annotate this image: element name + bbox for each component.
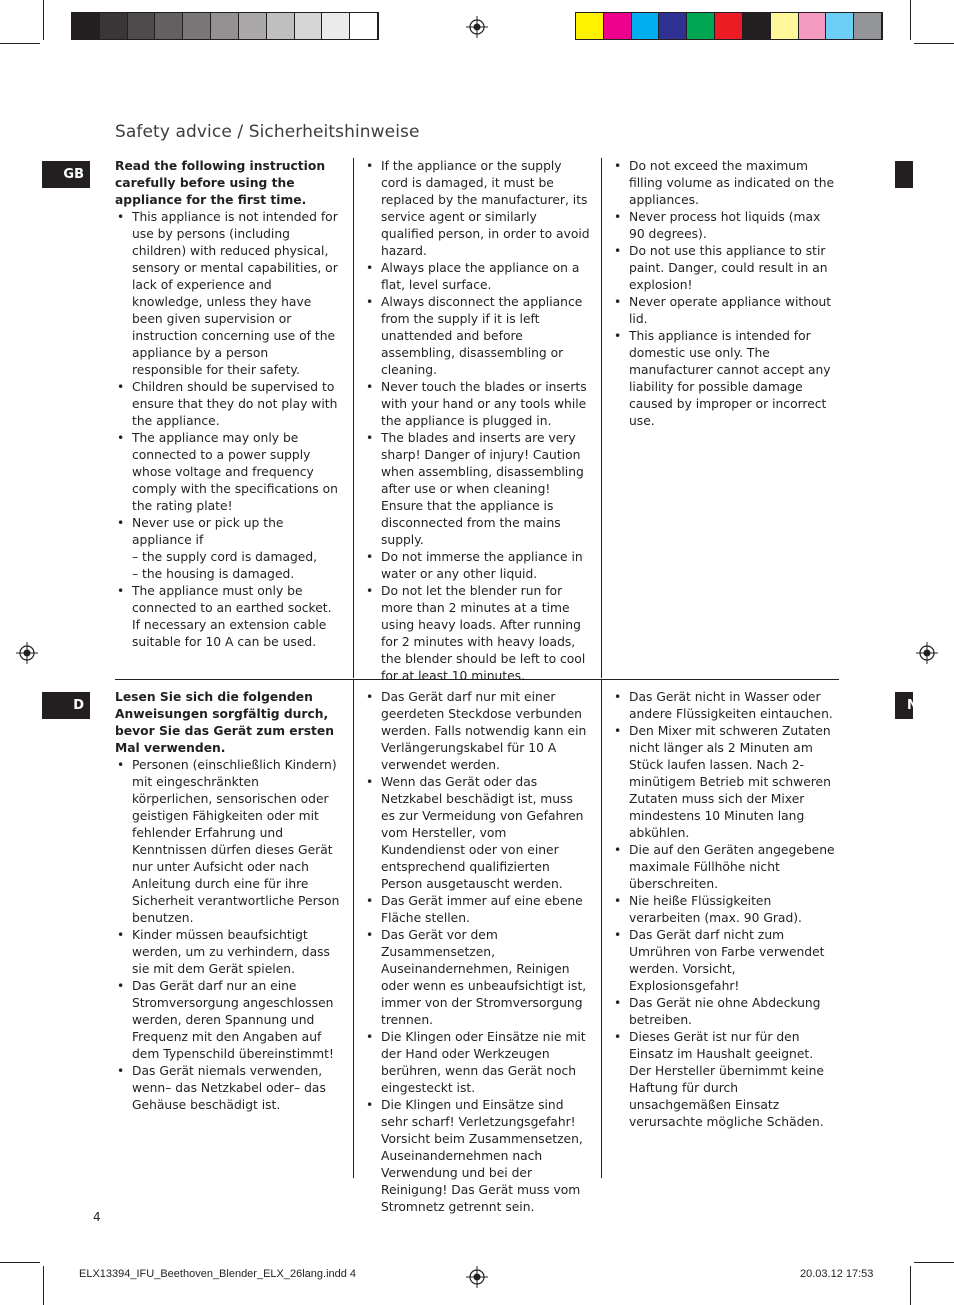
crop-mark: [0, 43, 40, 44]
safety-item: • Die Klingen und Einsätze sind sehr scharf! Verletzungsgefahr! Vorsicht beim Zusammensetzen, Auseinandernehmen nach Verwendung und bei der Reinigung! Das Gerät muss vom Stromnetz getrennt sein.: [364, 1097, 590, 1216]
grey-swatch: [267, 13, 295, 39]
gb-intro: Read the following instruction carefully before using the appliance for the first time.: [115, 159, 326, 207]
safety-item: • Wenn das Gerät oder das Netzkabel beschädigt ist, muss es zur Vermeidung von Gefahren vom Hersteller, vom Kundendienst oder von einer entsprechend qualifizierten Person ausgetauscht werden.: [364, 774, 590, 893]
safety-item: • Den Mixer mit schweren Zutaten nicht länger als 2 Minuten am Stück laufen lassen. Nach 2-minütigem Betrieb mit schweren Zutaten muss sich der Mixer mindestens 10 Minuten lang abkühlen.: [612, 723, 838, 842]
safety-item: • Das Gerät vor dem Zusammensetzen, Auseinandernehmen, Reinigen oder wenn es unbeaufsichtigt ist, immer von der Stromversorgung trennen.: [364, 927, 590, 1029]
crop-mark: [914, 1262, 954, 1263]
gb-list-2: [364, 158, 590, 685]
grey-swatch: [295, 13, 323, 39]
safety-item: • Never process hot liquids (max 90 degrees).: [612, 209, 838, 243]
safety-item: • Always disconnect the appliance from the supply if it is left unattended and before assembling, disassembling or cleaning.: [364, 294, 590, 379]
crop-mark: [43, 1266, 44, 1305]
grey-swatch: [155, 13, 183, 39]
d-list-1: [115, 757, 341, 1114]
registration-mark-icon: [466, 1266, 488, 1288]
grey-swatch: [350, 13, 378, 39]
color-swatch: [632, 13, 660, 39]
crop-mark: [910, 0, 911, 40]
grey-swatch: [211, 13, 239, 39]
grey-swatch: [72, 13, 100, 39]
safety-item: • Never use or pick up the appliance if – the supply cord is damaged, – the housing is damaged.: [115, 515, 341, 583]
safety-item: • Do not use this appliance to stir paint. Danger, could result in an explosion!: [612, 243, 838, 294]
crop-mark: [0, 1262, 40, 1263]
gb-list-1: [115, 209, 341, 651]
safety-item: • Das Gerät nie ohne Abdeckung betreiben.: [612, 995, 838, 1029]
column-divider: [601, 680, 602, 1178]
safety-item: • The appliance must only be connected to an earthed socket. If necessary an extension cable suitable for 10 A can be used.: [115, 583, 341, 651]
gb-column-2: [364, 158, 590, 685]
footer-filename: ELX13394_IFU_Beethoven_Blender_ELX_26lang.indd 4: [79, 1268, 357, 1280]
color-swatch: [771, 13, 799, 39]
gb-column-3: [612, 158, 838, 430]
page-title: Safety advice / Sicherheitshinweise: [115, 122, 420, 142]
column-divider: [353, 680, 354, 1178]
safety-item: • Do not exceed the maximum filling volume as indicated on the appliances.: [612, 158, 838, 209]
safety-item: • This appliance is not intended for use by persons (including children) with reduced physical, sensory or mental capabilities, or lack of experience and knowledge, unless they have been given supervision or instruction concerning use of the appliance by a person responsible for their safety.: [115, 209, 341, 379]
color-swatch: [743, 13, 771, 39]
grey-swatch: [183, 13, 211, 39]
color-swatch: [715, 13, 743, 39]
registration-mark-icon: [916, 642, 938, 664]
footer-date: 20.03.12 17:53: [800, 1268, 874, 1280]
column-divider: [601, 158, 602, 678]
crop-mark: [43, 0, 44, 40]
color-swatch: [576, 13, 604, 39]
column-divider: [353, 158, 354, 678]
language-tab-gb: GB: [42, 161, 90, 188]
grey-swatch: [128, 13, 156, 39]
color-swatch: [604, 13, 632, 39]
color-swatch: [826, 13, 854, 39]
safety-item: • Die auf den Geräten angegebene maximale Füllhöhe nicht überschreiten.: [612, 842, 838, 893]
registration-mark-icon: [466, 16, 488, 38]
safety-item: • Never operate appliance without lid.: [612, 294, 838, 328]
safety-item: • Das Gerät nicht in Wasser oder andere Flüssigkeiten eintauchen.: [612, 689, 838, 723]
d-column-3: [612, 689, 838, 1131]
safety-item: • Nie heiße Flüssigkeiten verarbeiten (max. 90 Grad).: [612, 893, 838, 927]
registration-mark-icon: [16, 642, 38, 664]
safety-item: • Children should be supervised to ensure that they do not play with the appliance.: [115, 379, 341, 430]
safety-item: • Always place the appliance on a flat, level surface.: [364, 260, 590, 294]
safety-item: • Personen (einschließlich Kindern) mit eingeschränkten körperlichen, sensorischen oder geistigen Fähigkeiten oder mit fehlender Erfahrung und Kenntnissen dürfen dieses Gerät nur unter Aufsicht oder nach Anleitung durch eine für ihre Sicherheit verantwortliche Person benutzen.: [115, 757, 341, 927]
safety-item: • Das Gerät darf nur an eine Stromversorgung angeschlossen werden, deren Spannung und Frequenz mit den Angaben auf dem Typenschild übereinstimmt!: [115, 978, 341, 1063]
language-tab-next: [895, 161, 913, 188]
grey-calibration-bar: [71, 12, 379, 40]
grey-swatch: [100, 13, 128, 39]
safety-item: • Do not immerse the appliance in water or any other liquid.: [364, 549, 590, 583]
gb-list-3: [612, 158, 838, 430]
color-swatch: [799, 13, 827, 39]
safety-item: • This appliance is intended for domestic use only. The manufacturer cannot accept any liability for possible damage caused by improper or incorrect use.: [612, 328, 838, 430]
grey-swatch: [322, 13, 350, 39]
color-swatch: [687, 13, 715, 39]
d-column-2: [364, 689, 590, 1216]
page-number: 4: [93, 1210, 101, 1224]
language-tab-next: N: [895, 692, 913, 719]
safety-item: • Das Gerät darf nicht zum Umrühren von Farbe verwendet werden. Vorsicht, Explosionsgefahr!: [612, 927, 838, 995]
safety-item: • Das Gerät darf nur mit einer geerdeten Steckdose verbunden werden. Falls notwendig kann ein Verlängerungskabel für 10 A verwendet werden.: [364, 689, 590, 774]
d-list-2: [364, 689, 590, 1216]
gb-column-1: [115, 158, 341, 651]
safety-item: • Dieses Gerät ist nur für den Einsatz im Haushalt geeignet. Der Hersteller übernimmt keine Haftung für durch unsachgemäßen Einsatz verursachte mögliche Schäden.: [612, 1029, 838, 1131]
d-list-3: [612, 689, 838, 1131]
safety-item: • Das Gerät niemals verwenden, wenn– das Netzkabel oder– das Gehäuse beschädigt ist.: [115, 1063, 341, 1114]
safety-item: • The appliance may only be connected to a power supply whose voltage and frequency comply with the specifications on the rating plate!: [115, 430, 341, 515]
crop-mark: [914, 43, 954, 44]
language-tab-d: D: [42, 692, 90, 719]
safety-item: • The blades and inserts are very sharp! Danger of injury! Caution when assembling, disassembling after use or when cleaning! Ensure that the appliance is disconnected from the mains supply.: [364, 430, 590, 549]
safety-item: • Das Gerät immer auf eine ebene Fläche stellen.: [364, 893, 590, 927]
color-swatch: [854, 13, 882, 39]
d-intro: Lesen Sie sich die folgenden Anweisungen sorgfältig durch, bevor Sie das Gerät zum ersten Mal verwenden.: [115, 690, 335, 755]
safety-item: • Die Klingen oder Einsätze nie mit der Hand oder Werkzeugen berühren, wenn das Gerät noch eingesteckt ist.: [364, 1029, 590, 1097]
grey-swatch: [239, 13, 267, 39]
color-calibration-bar: [575, 12, 883, 40]
safety-item: • Kinder müssen beaufsichtigt werden, um zu verhindern, dass sie mit dem Gerät spielen.: [115, 927, 341, 978]
safety-item: • Never touch the blades or inserts with your hand or any tools while the appliance is plugged in.: [364, 379, 590, 430]
d-column-1: [115, 689, 341, 1114]
color-swatch: [659, 13, 687, 39]
crop-mark: [910, 1266, 911, 1305]
safety-item: • If the appliance or the supply cord is damaged, it must be replaced by the manufacturer, its service agent or similarly qualified person, in order to avoid hazard.: [364, 158, 590, 260]
safety-item: • Do not let the blender run for more than 2 minutes at a time using heavy loads. After running for 2 minutes with heavy loads, the blender should be left to cool for at least 10 minutes.: [364, 583, 590, 685]
